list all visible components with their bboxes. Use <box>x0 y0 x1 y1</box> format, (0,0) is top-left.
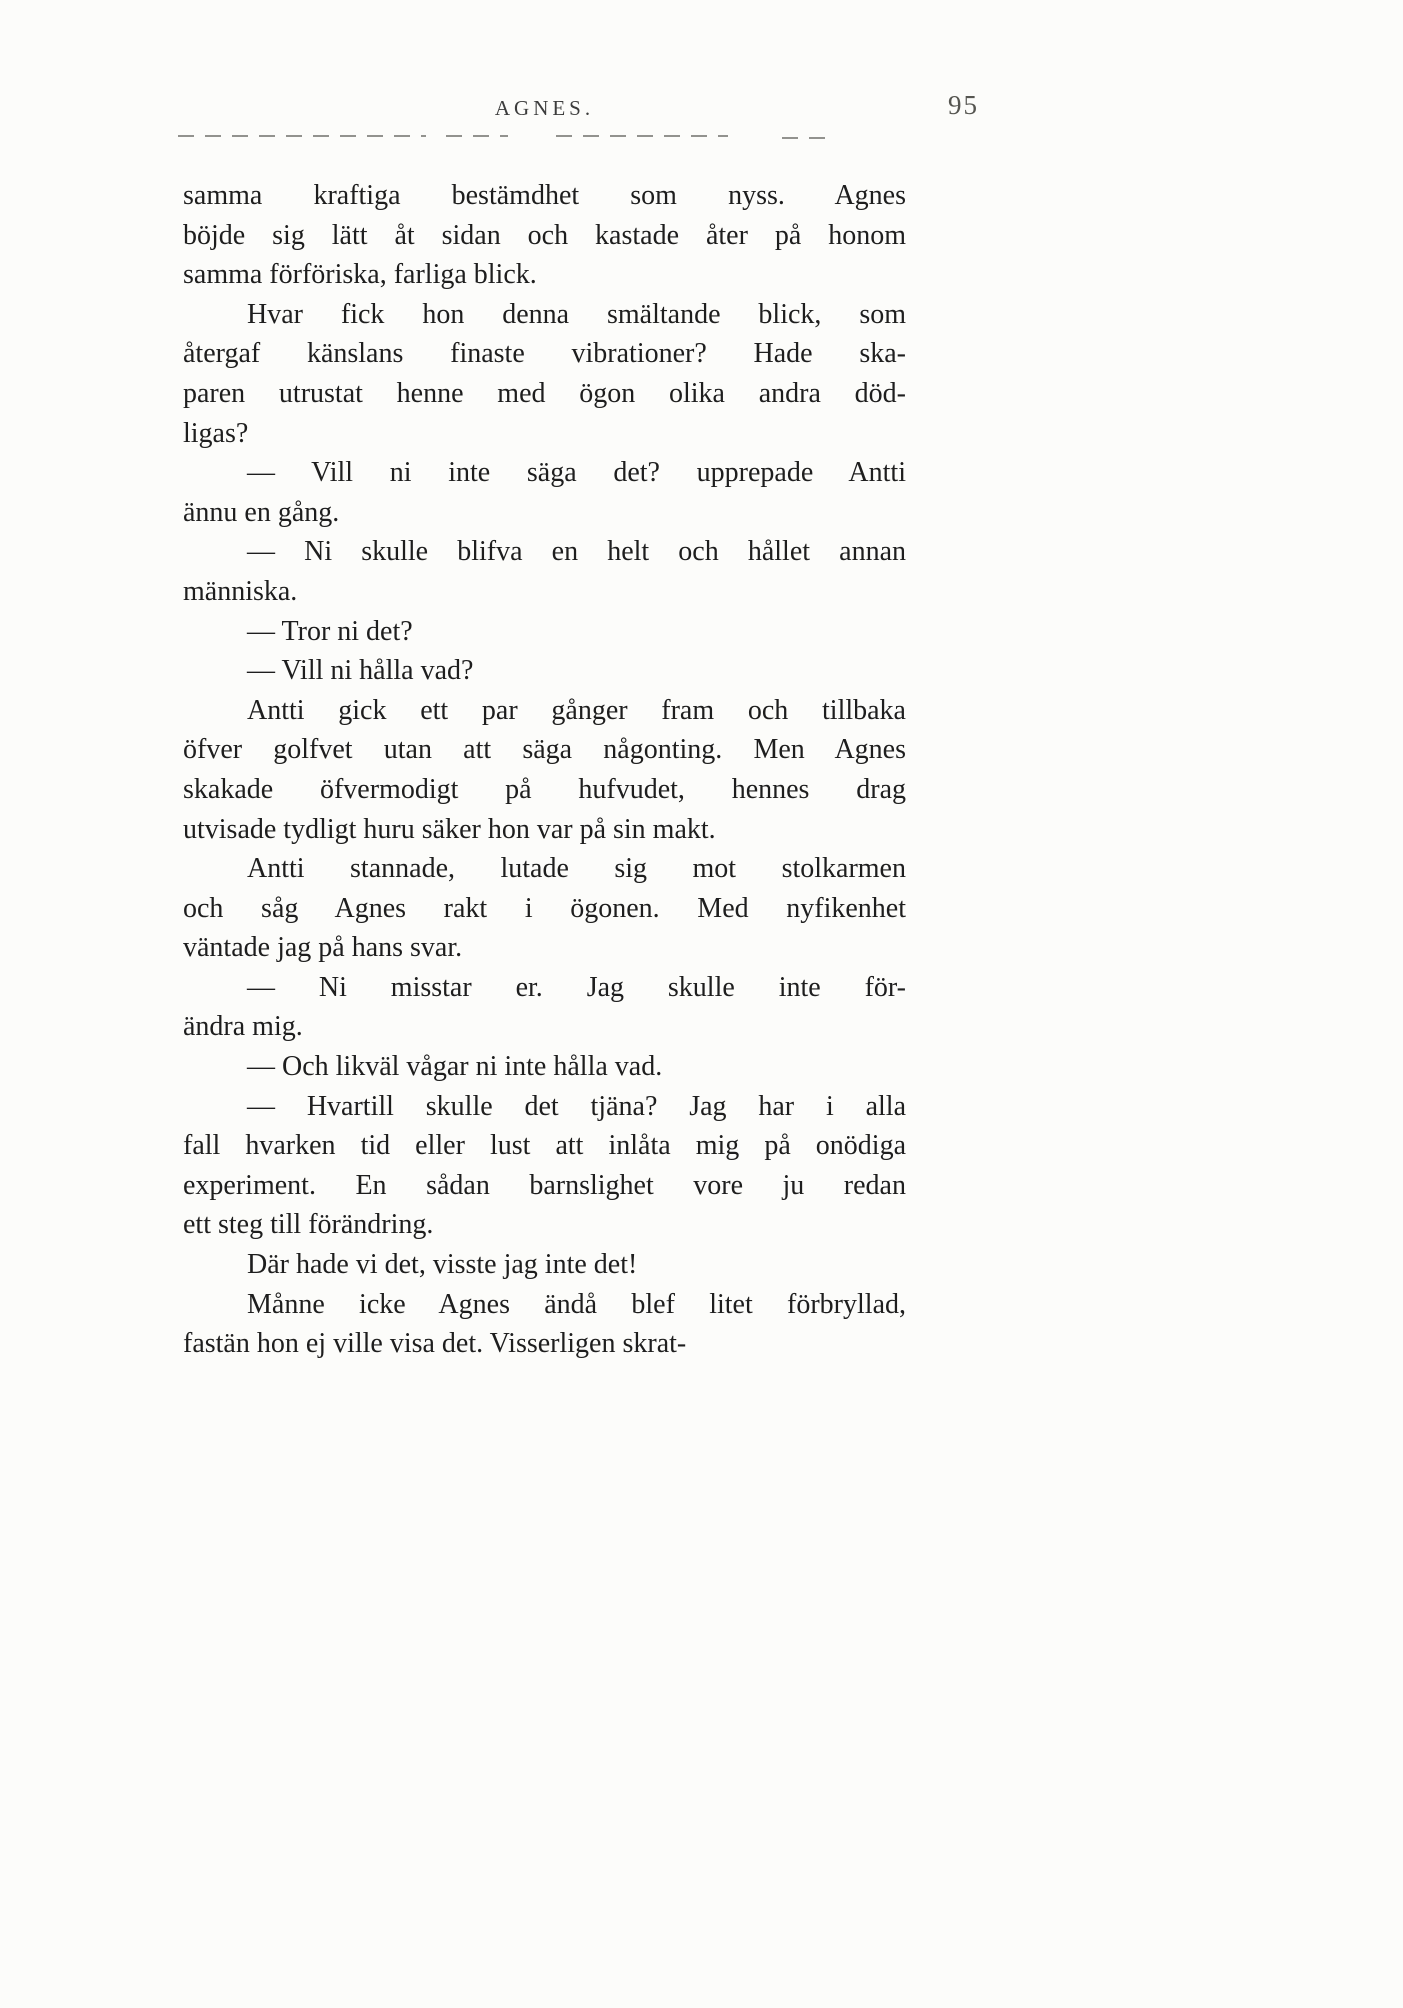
page-number: 95 <box>948 90 979 120</box>
paragraph <box>183 453 906 532</box>
text-line: böjde sig lätt åt sidan och kastade åter på honom <box>183 219 906 251</box>
paragraph <box>183 968 906 1047</box>
text-line: ett steg till förändring. <box>183 1209 434 1241</box>
paragraph <box>183 1245 906 1285</box>
divider-dash-segment <box>446 135 508 137</box>
paragraph <box>183 849 906 968</box>
text-line: människa. <box>183 575 298 607</box>
text-line: och såg Agnes rakt i ögonen. Med nyfikenhet <box>183 892 906 924</box>
page-title: AGNES. <box>494 96 595 120</box>
text-line: fastän hon ej ville visa det. Visserligen skrat- <box>183 1328 687 1360</box>
paragraph <box>183 295 906 453</box>
text-line: — Ni skulle blifva en helt och hållet annan <box>247 536 906 568</box>
text-line: — Och likväl vågar ni inte hålla vad. <box>247 1051 663 1083</box>
text-line: fall hvarken tid eller lust att inlåta mig på onödiga <box>183 1130 906 1162</box>
text-line: — Vill ni inte säga det? upprepade Antti <box>247 457 906 489</box>
paragraph <box>183 176 906 295</box>
text-line: utvisade tydligt huru säker hon var på sin makt. <box>183 813 716 845</box>
text-line: samma kraftiga bestämdhet som nyss. Agnes <box>183 180 906 211</box>
paragraph <box>183 612 906 652</box>
text-line: experiment. En sådan barnslighet vore ju redan <box>183 1169 906 1201</box>
text-line: — Hvartill skulle det tjäna? Jag har i alla <box>247 1090 906 1122</box>
text-line: Antti stannade, lutade sig mot stolkarmen <box>247 853 906 885</box>
text-line: återgaf känslans finaste vibrationer? Hade ska- <box>183 338 906 370</box>
text-line: Där hade vi det, visste jag inte det! <box>247 1249 638 1281</box>
text-line: Månne icke Agnes ändå blef litet förbryllad, <box>247 1288 906 1320</box>
paragraph <box>183 651 906 691</box>
text-line: — Ni misstar er. Jag skulle inte för- <box>247 971 906 1003</box>
text-line: ännu en gång. <box>183 496 340 528</box>
text-line: Hvar fick hon denna smältande blick, som <box>247 298 906 330</box>
text-line: öfver golfvet utan att säga någonting. Men Agnes <box>183 734 906 766</box>
divider-dash-segment <box>556 135 728 137</box>
text-line: samma förföriska, farliga blick. <box>183 259 537 291</box>
paragraph <box>183 532 906 611</box>
paragraph <box>183 1047 906 1087</box>
divider-dash-segment <box>178 135 426 137</box>
text-line: ändra mig. <box>183 1011 303 1043</box>
text-line: skakade öfvermodigt på hufvudet, hennes drag <box>183 773 906 805</box>
text-line: väntade jag på hans svar. <box>183 932 463 964</box>
text-line: — Tror ni det? <box>247 615 413 647</box>
text-block <box>183 176 906 1364</box>
text-line: — Vill ni hålla vad? <box>247 655 474 687</box>
paragraph <box>183 691 906 849</box>
paragraph <box>183 1087 906 1245</box>
divider-dash-segment <box>782 137 836 139</box>
paragraph <box>183 1285 906 1364</box>
text-line: Antti gick ett par gånger fram och tillbaka <box>247 694 906 726</box>
text-line: ligas? <box>183 417 249 449</box>
text-line: paren utrustat henne med ögon olika andra död- <box>183 377 906 409</box>
